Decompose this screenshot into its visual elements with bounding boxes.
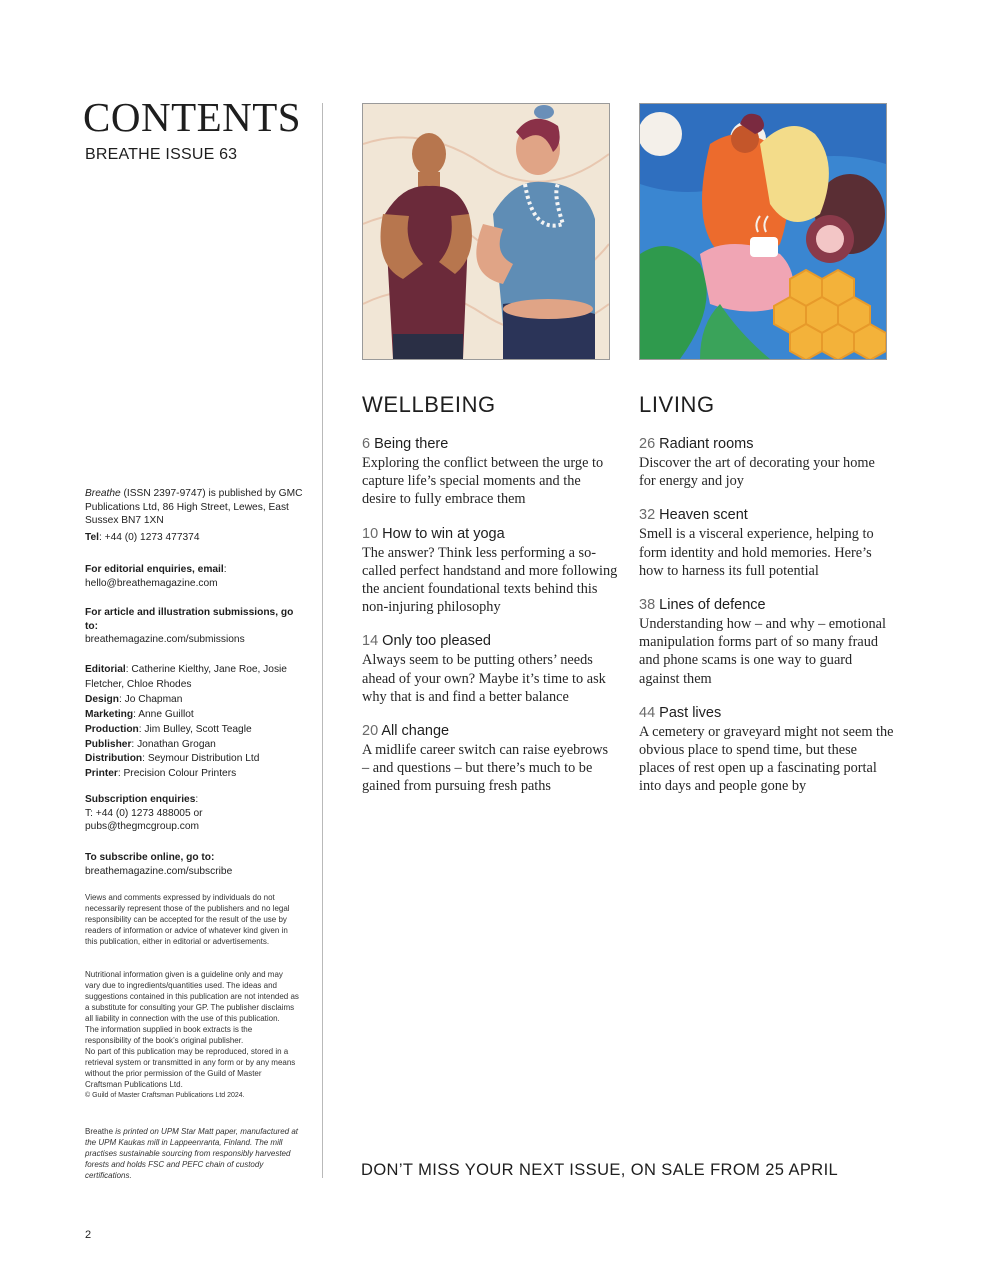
contents-item-heading bbox=[362, 525, 618, 544]
subscription-colon: : bbox=[195, 794, 199, 805]
disclaimer-legal bbox=[85, 969, 300, 1101]
contents-item[interactable] bbox=[639, 596, 895, 688]
credit-label: Design bbox=[85, 693, 119, 705]
contents-item[interactable] bbox=[362, 722, 618, 796]
credit-label: Printer bbox=[85, 768, 118, 780]
wellbeing-section-title: WELLBEING bbox=[362, 392, 496, 417]
wellbeing-illustration bbox=[362, 103, 610, 360]
credit-editorial bbox=[85, 663, 307, 693]
article-description: A midlife career switch can raise eyebrows – and questions – but there’s much to be gained from pursuing fresh paths bbox=[362, 742, 609, 795]
contents-item[interactable] bbox=[639, 704, 895, 796]
subscription-enquiries bbox=[85, 793, 307, 834]
contents-item-heading bbox=[639, 435, 895, 454]
living-illustration bbox=[639, 103, 887, 360]
living-list bbox=[639, 435, 895, 812]
subscription-email-link[interactable]: pubs@thegmcgroup.com bbox=[85, 821, 199, 833]
article-description: Discover the art of decorating your home for energy and joy bbox=[639, 455, 875, 490]
contents-item-heading bbox=[362, 632, 618, 651]
credit-label: Marketing bbox=[85, 708, 134, 720]
submissions-url-link[interactable]: breathemagazine.com/submissions bbox=[85, 634, 245, 646]
contents-item[interactable] bbox=[639, 506, 895, 580]
article-description: Always seem to be putting others’ needs ahead of your own? Maybe it’s time to ask why that is and find a better balance bbox=[362, 652, 606, 705]
credit-label: Editorial bbox=[85, 664, 126, 675]
publisher-info bbox=[85, 487, 307, 528]
issue-label: BREATHE ISSUE 63 bbox=[85, 146, 238, 163]
contents-item-heading bbox=[362, 722, 618, 741]
tel-label: Tel bbox=[85, 532, 99, 543]
article-title: Only too pleased bbox=[382, 633, 491, 650]
credit-printer bbox=[85, 767, 307, 782]
article-description: A cemetery or graveyard might not seem the obvious place to spend time, but these places of rest open up a fascinating portal into days and people gone by bbox=[639, 723, 894, 795]
credit-label: Publisher bbox=[85, 738, 132, 750]
editorial-email-link[interactable]: hello@breathemagazine.com bbox=[85, 577, 218, 589]
page-title: CONTENTS bbox=[83, 94, 302, 140]
disclaimer-reproduction: No part of this publication may be reproduced, stored in a retrieval system or transmitted in any form or by any means without the prior permission of the Guild of Master Craftsman Publications Ltd. bbox=[85, 1047, 296, 1089]
credit-value: : Jim Bulley, Scott Teagle bbox=[138, 723, 252, 735]
contents-item-heading bbox=[362, 435, 618, 454]
telephone-line bbox=[85, 531, 307, 545]
page-ref: 14 bbox=[362, 633, 379, 650]
credits-list bbox=[85, 663, 307, 782]
contents-item[interactable] bbox=[362, 632, 618, 706]
contents-item[interactable] bbox=[639, 435, 895, 490]
article-title: All change bbox=[381, 723, 450, 740]
credit-label: Distribution bbox=[85, 753, 143, 765]
contents-item[interactable] bbox=[362, 525, 618, 617]
credit-distribution bbox=[85, 752, 307, 767]
submissions-label: For article and illustration submissions, go to bbox=[85, 607, 294, 632]
page-ref: 26 bbox=[639, 436, 656, 452]
publisher-address: (ISSN 2397-9747) is published by GMC Publications Ltd, 86 High Street, Lewes, East Sussex BN7 1XN bbox=[85, 488, 303, 527]
article-title: How to win at yoga bbox=[382, 525, 505, 542]
page-ref: 38 bbox=[639, 597, 656, 614]
contents-item[interactable] bbox=[362, 435, 618, 509]
credit-label: Production bbox=[85, 723, 139, 735]
credit-value: : Precision Colour Printers bbox=[117, 768, 237, 780]
paper-magazine-name: Breathe bbox=[85, 1127, 114, 1136]
submissions-colon: : bbox=[94, 620, 99, 632]
contents-item-heading bbox=[639, 596, 895, 615]
page-ref: 6 bbox=[362, 436, 371, 452]
credit-marketing bbox=[85, 708, 307, 723]
column-divider bbox=[322, 103, 323, 1178]
article-title: Lines of defence bbox=[659, 597, 766, 614]
disclaimer-extracts: The information supplied in book extracts is the responsibility of the book’s original publisher. bbox=[85, 1025, 253, 1045]
page-ref: 10 bbox=[362, 525, 379, 542]
article-title: Heaven scent bbox=[659, 507, 748, 524]
credit-value: : Anne Guillot bbox=[133, 708, 194, 720]
next-issue-banner: DON’T MISS YOUR NEXT ISSUE, ON SALE FROM 25 APRIL bbox=[361, 1161, 839, 1179]
editorial-colon: : bbox=[223, 564, 227, 575]
contents-item-heading bbox=[639, 506, 895, 525]
subscription-phone: T: +44 (0) 1273 488005 or bbox=[85, 807, 203, 819]
subscription-label: Subscription enquiries bbox=[85, 794, 196, 805]
article-description: Exploring the conflict between the urge to capture life’s special moments and the desire to fully embrace them bbox=[362, 455, 604, 508]
submissions-info bbox=[85, 606, 307, 647]
page-number: 2 bbox=[85, 1229, 92, 1241]
subscribe-online bbox=[85, 851, 307, 878]
credit-value: : Jo Chapman bbox=[118, 693, 183, 705]
article-title: Radiant rooms bbox=[659, 436, 754, 452]
editorial-enquiries bbox=[85, 563, 307, 590]
article-title: Being there bbox=[374, 436, 449, 452]
article-description: Smell is a visceral experience, helping to form identity and hold memories. Here’s how to harness its full potential bbox=[639, 526, 874, 579]
living-section-title: LIVING bbox=[639, 392, 715, 417]
disclaimer-nutrition: Nutritional information given is a guideline only and may vary due to ingredients/quantities used. The ideas and suggestions contained in this publication are not intended as a substitute for consulting your GP. The publisher disclaims all liability in connection with the use of this publication. bbox=[85, 970, 299, 1023]
copyright-notice: © Guild of Master Craftsman Publications Ltd 2024. bbox=[85, 1092, 245, 1099]
subscribe-url-link[interactable]: breathemagazine.com/subscribe bbox=[85, 865, 233, 877]
wellbeing-list bbox=[362, 435, 618, 812]
contents-item-heading bbox=[639, 704, 895, 723]
paper-details: is printed on UPM Star Matt paper, manufactured at the UPM Kaukas mill in Lappeenranta, Finland. The mill practises sustainable sourcing from responsibly harvested forests and holds FSC and PEFC chain of custody certifications. bbox=[85, 1127, 299, 1180]
editorial-enquiries-label: For editorial enquiries, email bbox=[85, 564, 224, 575]
credit-production bbox=[85, 723, 307, 738]
credit-value: : Seymour Distribution Ltd bbox=[142, 753, 260, 765]
credit-value: : Catherine Kielthy, Jane Roe, Josie Fletcher, Chloe Rhodes bbox=[85, 664, 287, 690]
article-description: Understanding how – and why – emotional manipulation forms part of so many fraud and phone scams is one way to guard against them bbox=[639, 616, 886, 687]
publisher-magazine-name: Breathe bbox=[85, 488, 121, 499]
article-title: Past lives bbox=[659, 704, 722, 721]
credit-design bbox=[85, 693, 307, 708]
paper-notice bbox=[85, 1126, 300, 1181]
subscribe-online-label: To subscribe online, go to: bbox=[85, 852, 215, 863]
credit-publisher bbox=[85, 738, 307, 753]
page-ref: 44 bbox=[639, 704, 656, 721]
yoga-people-illustration bbox=[363, 104, 609, 359]
disclaimer-views: Views and comments expressed by individuals do not necessarily represent those of the publishers and no legal responsibility can be accepted for the result of the use by readers of information or advice of whatever kind given in this publication, either in editorial or advertisements. bbox=[85, 893, 290, 946]
tea-cup-illustration bbox=[640, 104, 886, 359]
credit-value: : Jonathan Grogan bbox=[131, 738, 216, 750]
page-ref: 20 bbox=[362, 723, 379, 740]
article-description: The answer? Think less performing a so-called perfect handstand and more following the ancient foundational texts behind this non-injuring philosophy bbox=[362, 544, 618, 616]
tel-value: : +44 (0) 1273 477374 bbox=[98, 532, 200, 543]
page-ref: 32 bbox=[639, 507, 656, 524]
